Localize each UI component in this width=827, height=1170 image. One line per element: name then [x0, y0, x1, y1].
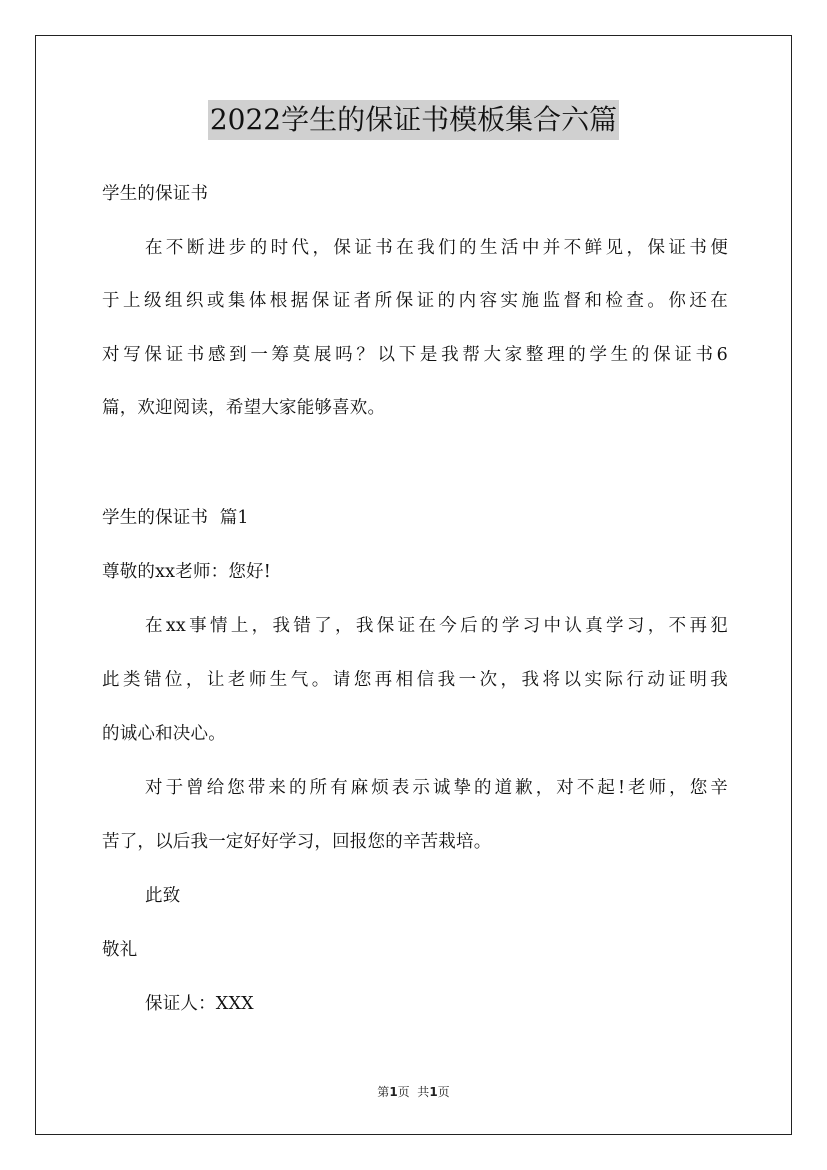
page-footer — [0, 1084, 827, 1100]
para1-line-2: 此类错位，让老师生气。请您再相信我一次，我将以实际行动证明我 — [102, 670, 728, 690]
closing-ci-zhi: 此致 — [145, 886, 181, 906]
footer-page-current: 1 — [389, 1085, 398, 1099]
footer-page-suffix: 页 — [437, 1085, 450, 1099]
para1-line-1: 在xx事情上，我错了，我保证在今后的学习中认真学习，不再犯 — [145, 616, 728, 636]
intro-line-4: 篇，欢迎阅读，希望大家能够喜欢。 — [102, 398, 386, 418]
para1-line-3: 的诚心和决心。 — [102, 724, 226, 744]
para2-line-1: 对于曾给您带来的所有麻烦表示诚挚的道歉，对不起!老师，您辛 — [145, 778, 728, 798]
para2-line-2: 苦了，以后我一定好好学习，回报您的辛苦栽培。 — [102, 832, 492, 852]
title-container — [0, 100, 827, 140]
intro-line-1: 在不断进步的时代，保证书在我们的生活中并不鲜见，保证书便 — [145, 238, 728, 258]
signature-line: 保证人：XXX — [145, 994, 254, 1014]
document-title: 2022学生的保证书模板集合六篇 — [208, 100, 619, 140]
section-heading: 学生的保证书 — [102, 184, 209, 204]
footer-page-prefix: 第 — [377, 1085, 390, 1099]
intro-line-3: 对写保证书感到一筹莫展吗？以下是我帮大家整理的学生的保证书6 — [102, 345, 728, 365]
salutation: 尊敬的xx老师：您好! — [102, 562, 271, 582]
closing-jing-li: 敬礼 — [102, 940, 138, 960]
chapter-heading: 学生的保证书 篇1 — [102, 508, 249, 528]
footer-page-mid: 页 共 — [397, 1085, 430, 1099]
footer-page-total: 1 — [429, 1085, 438, 1099]
intro-line-2: 于上级组织或集体根据保证者所保证的内容实施监督和检查。你还在 — [102, 291, 728, 311]
